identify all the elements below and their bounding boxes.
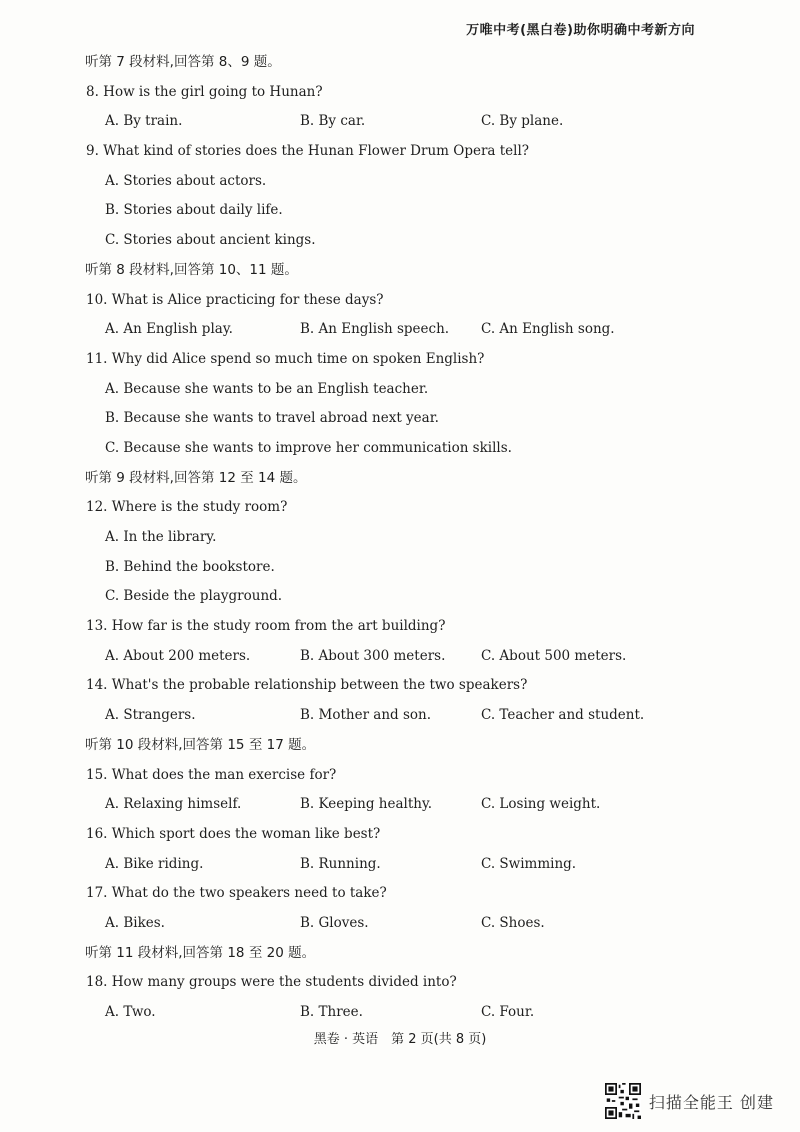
question-stem: 16. Which sport does the woman like best?	[86, 825, 381, 842]
page-footer: 黑卷 · 英语 第 2 页(共 8 页)	[313, 1032, 487, 1047]
option-b: B. Mother and son.	[300, 707, 432, 724]
option-b: B. Stories about daily life.	[105, 202, 283, 219]
section-instruction: 听第 10 段材料,回答第 15 至 17 题。	[85, 736, 316, 753]
question-stem: 8. How is the girl going to Hunan?	[86, 83, 323, 100]
option-a: A. In the library.	[105, 529, 217, 545]
option-c: C. Swimming.	[481, 855, 577, 872]
option-a: A. Relaxing himself.	[105, 796, 242, 813]
options-row	[0, 850, 800, 880]
watermark-text: 扫描全能王 创建	[648, 1092, 774, 1112]
header-slogan: 万唯中考(黑白卷)助你明确中考新方向	[466, 23, 695, 38]
option-b: B. Because she wants to travel abroad next year.	[105, 410, 439, 427]
scanner-watermark	[605, 1083, 774, 1119]
section-instruction: 听第 8 段材料,回答第 10、11 题。	[85, 261, 298, 278]
question-stem: 11. Why did Alice spend so much time on spoken English?	[86, 350, 485, 367]
question-stem: 14. What's the probable relationship between the two speakers?	[86, 677, 528, 694]
option-a: A. Strangers.	[105, 707, 196, 724]
question-stem: 9. What kind of stories does the Hunan Flower Drum Opera tell?	[86, 143, 530, 160]
option-a: A. Stories about actors.	[105, 172, 267, 189]
option-b: B. Behind the bookstore.	[105, 558, 275, 575]
option-c: C. Four.	[481, 1004, 535, 1020]
option-b: B. An English speech.	[300, 321, 450, 338]
section-instruction: 听第 9 段材料,回答第 12 至 14 题。	[85, 469, 307, 486]
option-b: B. About 300 meters.	[300, 647, 446, 664]
section-instruction: 听第 7 段材料,回答第 8、9 题。	[85, 54, 281, 70]
option-c: C. Because she wants to improve her communication skills.	[105, 439, 512, 456]
question-stem: 12. Where is the study room?	[86, 499, 288, 516]
option-b: B. Gloves.	[300, 914, 369, 931]
option-c: C. Beside the playground.	[105, 588, 283, 605]
option-a: A. An English play.	[105, 321, 233, 338]
option-c: C. Shoes.	[481, 914, 545, 931]
option-b: B. By car.	[300, 113, 366, 130]
option-b: B. Keeping healthy.	[300, 796, 433, 813]
exam-content	[0, 48, 800, 1028]
option-c: C. An English song.	[481, 321, 615, 338]
option-a: A. Two.	[105, 1004, 156, 1020]
option-a: A. Because she wants to be an English teacher.	[105, 380, 429, 397]
options-row	[0, 909, 800, 939]
options-row	[0, 790, 800, 820]
option-a: A. Bikes.	[105, 914, 165, 931]
options-row	[0, 315, 800, 345]
option-a: A. Bike riding.	[105, 855, 204, 872]
question-stem: 13. How far is the study room from the art building?	[86, 618, 446, 635]
option-a: A. About 200 meters.	[105, 647, 251, 664]
option-c: C. Losing weight.	[481, 796, 601, 813]
section-instruction: 听第 11 段材料,回答第 18 至 20 题。	[85, 944, 316, 961]
option-c: C. By plane.	[481, 113, 564, 130]
options-row	[0, 998, 800, 1028]
question-stem: 15. What does the man exercise for?	[86, 766, 337, 783]
option-a: A. By train.	[105, 113, 183, 130]
option-c: C. Teacher and student.	[481, 707, 645, 724]
options-row	[0, 642, 800, 672]
question-stem: 18. How many groups were the students divided into?	[86, 974, 457, 991]
qr-code-icon	[605, 1083, 641, 1119]
option-c: C. About 500 meters.	[481, 647, 627, 664]
options-row	[0, 701, 800, 731]
options-row	[0, 107, 800, 137]
option-b: B. Running.	[300, 855, 381, 872]
option-c: C. Stories about ancient kings.	[105, 232, 316, 249]
question-stem: 17. What do the two speakers need to take?	[86, 885, 387, 902]
question-stem: 10. What is Alice practicing for these days?	[86, 291, 384, 308]
option-b: B. Three.	[300, 1004, 363, 1020]
